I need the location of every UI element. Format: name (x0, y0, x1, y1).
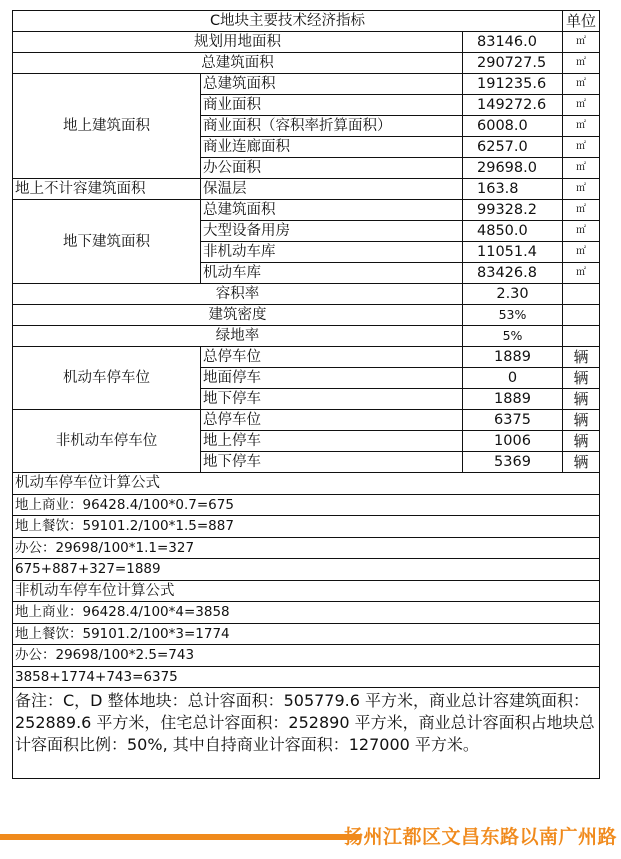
nonmotor-group-label: 非机动车停车位 (13, 410, 201, 473)
above-item-unit: ㎡ (563, 116, 600, 137)
above-item-label: 商业连廊面积 (201, 137, 463, 158)
insulation-unit: ㎡ (563, 179, 600, 200)
nonmotor-item-label: 总停车位 (201, 410, 463, 431)
nonmotor-item-value: 6375 (463, 410, 563, 431)
motor-item-unit: 辆 (563, 347, 600, 368)
far-label: 容积率 (13, 284, 463, 305)
table-title: C地块主要技术经济指标 (13, 11, 563, 32)
indicator-sheet (12, 10, 599, 779)
motor-item-label: 地下停车 (201, 389, 463, 410)
far-unit (563, 284, 600, 305)
unit-header: 单位 (563, 11, 600, 32)
total-build-unit: ㎡ (563, 53, 600, 74)
below-item-label: 机动车库 (201, 263, 463, 284)
density-label: 建筑密度 (13, 305, 463, 326)
footer-address: 扬州江都区文昌东路以南广州路 (343, 826, 617, 848)
below-item-label: 大型设备用房 (201, 221, 463, 242)
formula-line: 地上餐饮：59101.2/100*3=1774 (13, 623, 600, 645)
density-unit (563, 305, 600, 326)
above-item-value: 6008.0 (463, 116, 563, 137)
formula-line: 3858+1774+743=6375 (13, 666, 600, 688)
formula-line: 地上商业：96428.4/100*4=3858 (13, 602, 600, 624)
above-item-unit: ㎡ (563, 74, 600, 95)
motor-item-unit: 辆 (563, 389, 600, 410)
motor-item-value: 1889 (463, 389, 563, 410)
motor-item-value: 1889 (463, 347, 563, 368)
motor-item-unit: 辆 (563, 368, 600, 389)
motor-item-label: 地面停车 (201, 368, 463, 389)
insulation-label: 保温层 (201, 179, 463, 200)
below-item-unit: ㎡ (563, 200, 600, 221)
above-item-value: 6257.0 (463, 137, 563, 158)
formula-line: 办公：29698/100*2.5=743 (13, 645, 600, 667)
above-item-unit: ㎡ (563, 158, 600, 179)
nonmotor-item-unit: 辆 (563, 452, 600, 473)
green-unit (563, 326, 600, 347)
motor-group-label: 机动车停车位 (13, 347, 201, 410)
below-group-label: 地下建筑面积 (13, 200, 201, 284)
total-build-value: 290727.5 (463, 53, 563, 74)
formula-heading: 非机动车停车位计算公式 (13, 580, 600, 602)
above-item-label: 总建筑面积 (201, 74, 463, 95)
above-item-label: 商业面积 (201, 95, 463, 116)
above-group-label: 地上建筑面积 (13, 74, 201, 179)
insulation-group-label: 地上不计容建筑面积 (13, 179, 201, 200)
nonmotor-item-unit: 辆 (563, 431, 600, 452)
nonmotor-item-label: 地上停车 (201, 431, 463, 452)
nonmotor-item-value: 5369 (463, 452, 563, 473)
below-item-unit: ㎡ (563, 221, 600, 242)
nonmotor-item-label: 地下停车 (201, 452, 463, 473)
formula-heading: 机动车停车位计算公式 (13, 473, 600, 495)
green-value: 5% (463, 326, 563, 347)
formula-line: 地上餐饮：59101.2/100*1.5=887 (13, 516, 600, 538)
above-item-label: 办公面积 (201, 158, 463, 179)
motor-item-label: 总停车位 (201, 347, 463, 368)
insulation-value: 163.8 (463, 179, 563, 200)
above-item-value: 29698.0 (463, 158, 563, 179)
above-item-unit: ㎡ (563, 95, 600, 116)
footer-accent-bar (0, 834, 360, 840)
green-label: 绿地率 (13, 326, 463, 347)
above-item-unit: ㎡ (563, 137, 600, 158)
formula-line: 675+887+327=1889 (13, 559, 600, 581)
below-item-unit: ㎡ (563, 263, 600, 284)
formula-line: 地上商业：96428.4/100*0.7=675 (13, 494, 600, 516)
above-item-value: 149272.6 (463, 95, 563, 116)
above-item-label: 商业面积（容积率折算面积） (201, 116, 463, 137)
note-text: 备注：C，D 整体地块：总计容面积：505779.6 平方米，商业总计容建筑面积：252889.6 平方米，住宅总计容面积：252890 平方米，商业总计容面积占地块总计容面积比例：50%, 其中自持商业计容面积：127000 平方米。 (13, 688, 600, 779)
below-item-value: 4850.0 (463, 221, 563, 242)
below-item-value: 11051.4 (463, 242, 563, 263)
far-value: 2.30 (463, 284, 563, 305)
nonmotor-item-unit: 辆 (563, 410, 600, 431)
land-area-value: 83146.0 (463, 32, 563, 53)
below-item-value: 83426.8 (463, 263, 563, 284)
below-item-value: 99328.2 (463, 200, 563, 221)
formula-line: 办公：29698/100*1.1=327 (13, 537, 600, 559)
motor-item-value: 0 (463, 368, 563, 389)
land-area-unit: ㎡ (563, 32, 600, 53)
below-item-label: 非机动车库 (201, 242, 463, 263)
above-item-value: 191235.6 (463, 74, 563, 95)
below-item-label: 总建筑面积 (201, 200, 463, 221)
land-area-label: 规划用地面积 (13, 32, 463, 53)
footer-banner (0, 823, 621, 853)
indicator-table (12, 10, 600, 779)
nonmotor-item-value: 1006 (463, 431, 563, 452)
below-item-unit: ㎡ (563, 242, 600, 263)
total-build-label: 总建筑面积 (13, 53, 463, 74)
density-value: 53% (463, 305, 563, 326)
